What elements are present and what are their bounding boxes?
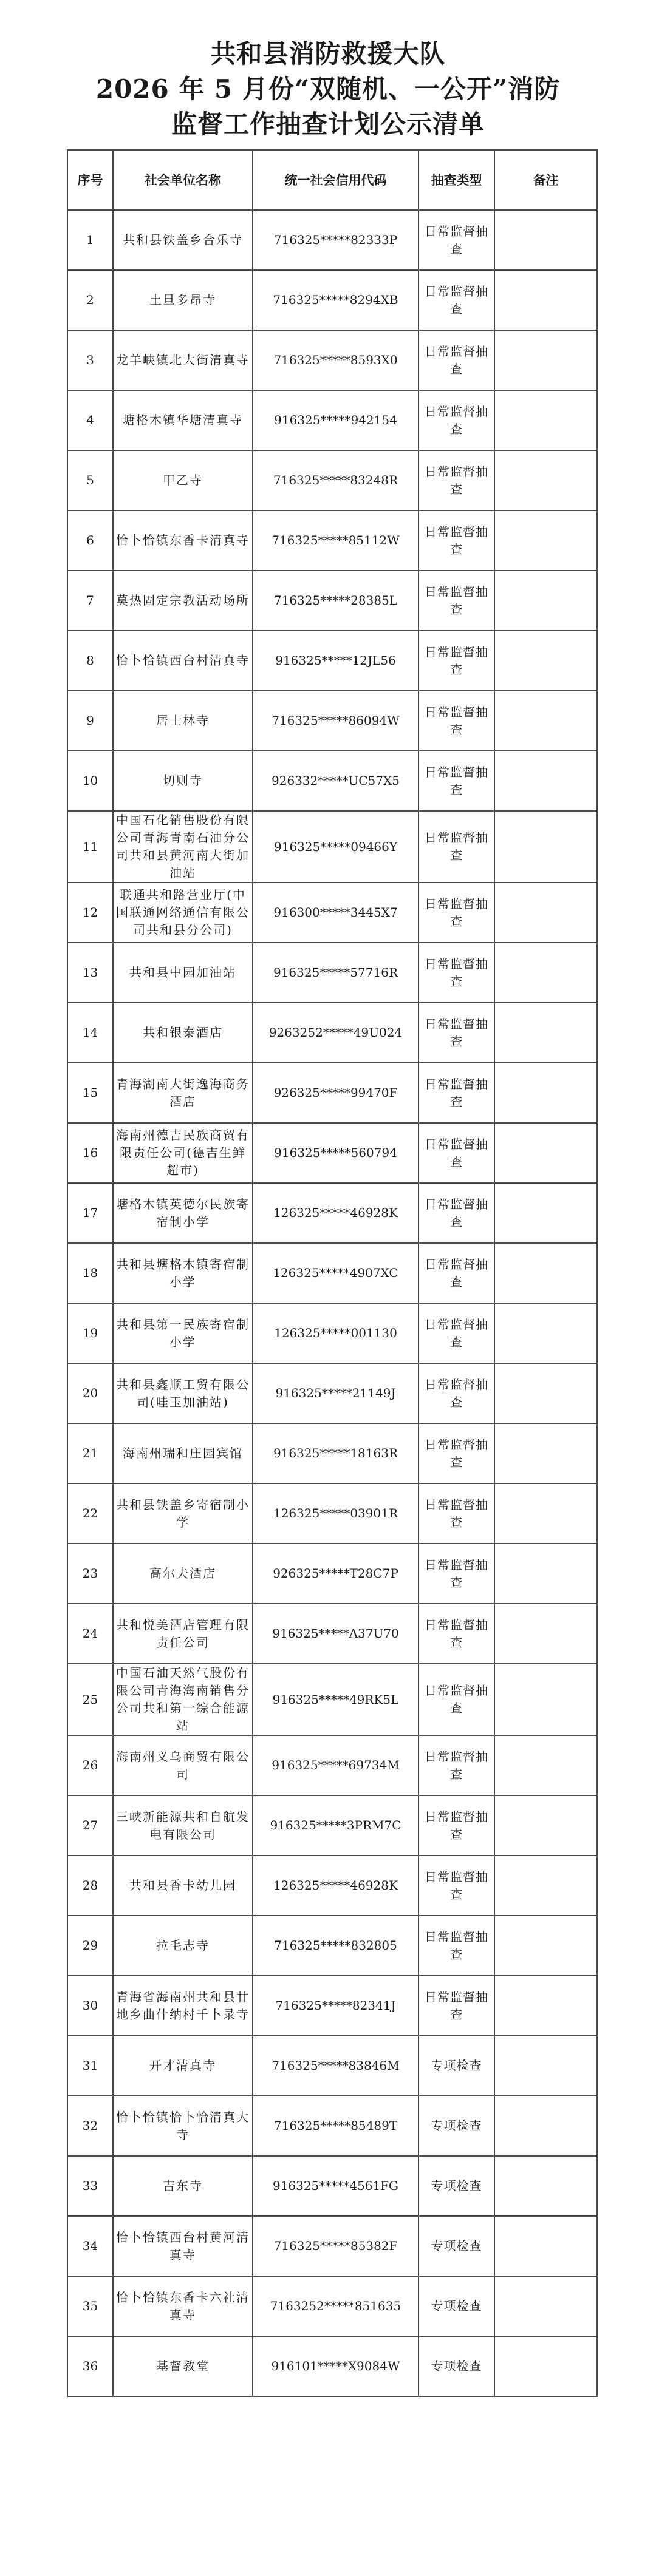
- row-check-type: 日常监督抽查: [419, 1363, 494, 1423]
- table-row: [67, 1664, 597, 1735]
- row-org-name: 共和县中园加油站: [113, 943, 253, 1003]
- row-number: 18: [67, 1243, 113, 1303]
- row-credit-code: 126325*****46928K: [253, 1856, 419, 1916]
- row-credit-code: 926325*****99470F: [253, 1063, 419, 1123]
- row-check-type: 专项检查: [419, 2156, 494, 2216]
- header-org: 社会单位名称: [113, 150, 253, 210]
- row-note: [494, 2096, 597, 2156]
- row-credit-code: 716325*****85112W: [253, 510, 419, 571]
- row-org-name: 塘格木镇华塘清真寺: [113, 390, 253, 450]
- row-note: [494, 751, 597, 811]
- row-number: 23: [67, 1544, 113, 1604]
- row-org-name: 共和县铁盖乡寄宿制小学: [113, 1483, 253, 1544]
- row-number: 22: [67, 1483, 113, 1544]
- row-number: 10: [67, 751, 113, 811]
- table-header-row: [67, 150, 597, 210]
- row-check-type: 日常监督抽查: [419, 1123, 494, 1183]
- table-row: [67, 450, 597, 510]
- table-row: [67, 631, 597, 691]
- row-check-type: 日常监督抽查: [419, 691, 494, 751]
- row-number: 6: [67, 510, 113, 571]
- row-org-name: 共和县铁盖乡合乐寺: [113, 210, 253, 270]
- row-org-name: 青海湖南大街逸海商务酒店: [113, 1063, 253, 1123]
- row-check-type: 日常监督抽查: [419, 883, 494, 943]
- row-org-name: 龙羊峡镇北大街清真寺: [113, 330, 253, 390]
- row-credit-code: 916325*****560794: [253, 1123, 419, 1183]
- row-number: 3: [67, 330, 113, 390]
- table-row: [67, 1183, 597, 1243]
- row-org-name: 共和县香卡幼儿园: [113, 1856, 253, 1916]
- row-number: 4: [67, 390, 113, 450]
- table-row: [67, 1916, 597, 1976]
- row-org-name: 莫热固定宗教活动场所: [113, 571, 253, 631]
- row-note: [494, 1483, 597, 1544]
- row-number: 17: [67, 1183, 113, 1243]
- row-credit-code: 916300*****3445X7: [253, 883, 419, 943]
- row-credit-code: 916325*****A37U70: [253, 1604, 419, 1664]
- row-org-name: 中国石化销售股份有限公司青海青南石油分公司共和县黄河南大街加油站: [113, 811, 253, 883]
- row-credit-code: 916325*****3PRM7C: [253, 1795, 419, 1856]
- title-line-1: 共和县消防救援大队: [210, 39, 446, 69]
- table-row: [67, 2216, 597, 2276]
- row-credit-code: 716325*****8593X0: [253, 330, 419, 390]
- row-note: [494, 1063, 597, 1123]
- document-title: [0, 36, 656, 142]
- header-no: 序号: [67, 150, 113, 210]
- row-note: [494, 2336, 597, 2396]
- row-credit-code: 126325*****46928K: [253, 1183, 419, 1243]
- row-credit-code: 916325*****49RK5L: [253, 1664, 419, 1735]
- row-org-name: 开才清真寺: [113, 2036, 253, 2096]
- table-row: [67, 1604, 597, 1664]
- row-note: [494, 2276, 597, 2336]
- row-org-name: 高尔夫酒店: [113, 1544, 253, 1604]
- row-credit-code: 916325*****4561FG: [253, 2156, 419, 2216]
- row-note: [494, 943, 597, 1003]
- row-credit-code: 916325*****09466Y: [253, 811, 419, 883]
- row-note: [494, 1544, 597, 1604]
- row-note: [494, 571, 597, 631]
- row-credit-code: 716325*****8294XB: [253, 270, 419, 330]
- row-check-type: 日常监督抽查: [419, 270, 494, 330]
- table-row: [67, 751, 597, 811]
- row-check-type: 日常监督抽查: [419, 571, 494, 631]
- row-check-type: 日常监督抽查: [419, 1604, 494, 1664]
- row-note: [494, 1363, 597, 1423]
- row-org-name: 恰卜恰镇东香卡六社清真寺: [113, 2276, 253, 2336]
- row-note: [494, 1976, 597, 2036]
- row-credit-code: 916325*****21149J: [253, 1363, 419, 1423]
- row-credit-code: 9263252*****49U024: [253, 1003, 419, 1063]
- row-number: 31: [67, 2036, 113, 2096]
- table-row: [67, 1795, 597, 1856]
- row-note: [494, 1735, 597, 1795]
- row-note: [494, 1003, 597, 1063]
- row-number: 21: [67, 1423, 113, 1483]
- row-note: [494, 510, 597, 571]
- row-number: 25: [67, 1664, 113, 1735]
- row-credit-code: 126325*****03901R: [253, 1483, 419, 1544]
- row-number: 11: [67, 811, 113, 883]
- row-check-type: 日常监督抽查: [419, 510, 494, 571]
- row-note: [494, 1123, 597, 1183]
- row-note: [494, 1664, 597, 1735]
- row-org-name: 土旦多昂寺: [113, 270, 253, 330]
- row-note: [494, 450, 597, 510]
- row-credit-code: 916325*****12JL56: [253, 631, 419, 691]
- table-row: [67, 390, 597, 450]
- row-check-type: 日常监督抽查: [419, 1063, 494, 1123]
- row-org-name: 共和悦美酒店管理有限责任公司: [113, 1604, 253, 1664]
- row-number: 33: [67, 2156, 113, 2216]
- row-note: [494, 390, 597, 450]
- row-check-type: 日常监督抽查: [419, 330, 494, 390]
- row-check-type: 日常监督抽查: [419, 1303, 494, 1363]
- row-check-type: 日常监督抽查: [419, 631, 494, 691]
- row-number: 26: [67, 1735, 113, 1795]
- row-number: 5: [67, 450, 113, 510]
- table-row: [67, 1544, 597, 1604]
- row-note: [494, 1183, 597, 1243]
- row-check-type: 日常监督抽查: [419, 1735, 494, 1795]
- row-credit-code: 7163252*****851635: [253, 2276, 419, 2336]
- row-check-type: 日常监督抽查: [419, 1856, 494, 1916]
- row-check-type: 专项检查: [419, 2036, 494, 2096]
- row-credit-code: 126325*****4907XC: [253, 1243, 419, 1303]
- table-row: [67, 1976, 597, 2036]
- table-row: [67, 330, 597, 390]
- row-credit-code: 716325*****86094W: [253, 691, 419, 751]
- row-number: 29: [67, 1916, 113, 1976]
- row-credit-code: 716325*****82333P: [253, 210, 419, 270]
- table-row: [67, 210, 597, 270]
- inspection-plan-table: [67, 149, 598, 2397]
- row-credit-code: 126325*****001130: [253, 1303, 419, 1363]
- row-org-name: 海南州义乌商贸有限公司: [113, 1735, 253, 1795]
- table-row: [67, 510, 597, 571]
- row-number: 8: [67, 631, 113, 691]
- row-number: 9: [67, 691, 113, 751]
- row-org-name: 共和县塘格木镇寄宿制小学: [113, 1243, 253, 1303]
- row-number: 1: [67, 210, 113, 270]
- header-type: 抽查类型: [419, 150, 494, 210]
- row-credit-code: 716325*****85382F: [253, 2216, 419, 2276]
- row-check-type: 日常监督抽查: [419, 1976, 494, 2036]
- row-org-name: 居士林寺: [113, 691, 253, 751]
- header-note: 备注: [494, 150, 597, 210]
- row-check-type: 日常监督抽查: [419, 1916, 494, 1976]
- table-row: [67, 2036, 597, 2096]
- row-note: [494, 2156, 597, 2216]
- row-org-name: 共和银泰酒店: [113, 1003, 253, 1063]
- row-org-name: 共和县鑫顺工贸有限公司(哇玉加油站): [113, 1363, 253, 1423]
- row-note: [494, 883, 597, 943]
- row-check-type: 日常监督抽查: [419, 1003, 494, 1063]
- row-number: 15: [67, 1063, 113, 1123]
- row-check-type: 专项检查: [419, 2276, 494, 2336]
- table-row: [67, 1856, 597, 1916]
- row-number: 24: [67, 1604, 113, 1664]
- row-org-name: 中国石油天然气股份有限公司青海海南销售分公司共和第一综合能源站: [113, 1664, 253, 1735]
- row-note: [494, 330, 597, 390]
- row-note: [494, 811, 597, 883]
- row-number: 7: [67, 571, 113, 631]
- row-credit-code: 926325*****T28C7P: [253, 1544, 419, 1604]
- row-check-type: 专项检查: [419, 2216, 494, 2276]
- table-row: [67, 943, 597, 1003]
- row-check-type: 日常监督抽查: [419, 1795, 494, 1856]
- table-row: [67, 883, 597, 943]
- row-number: 32: [67, 2096, 113, 2156]
- table-row: [67, 1423, 597, 1483]
- header-code: 统一社会信用代码: [253, 150, 419, 210]
- row-note: [494, 1243, 597, 1303]
- table-row: [67, 1303, 597, 1363]
- row-number: 16: [67, 1123, 113, 1183]
- row-number: 34: [67, 2216, 113, 2276]
- row-check-type: 日常监督抽查: [419, 1664, 494, 1735]
- row-org-name: 恰卜恰镇西台村黄河清真寺: [113, 2216, 253, 2276]
- row-credit-code: 716325*****832805: [253, 1916, 419, 1976]
- table-row: [67, 2096, 597, 2156]
- row-credit-code: 916325*****18163R: [253, 1423, 419, 1483]
- row-org-name: 联通共和路营业厅(中国联通网络通信有限公司共和县分公司): [113, 883, 253, 943]
- table-row: [67, 1003, 597, 1063]
- row-credit-code: 716325*****85489T: [253, 2096, 419, 2156]
- row-number: 35: [67, 2276, 113, 2336]
- row-credit-code: 916325*****942154: [253, 390, 419, 450]
- row-credit-code: 916325*****57716R: [253, 943, 419, 1003]
- table-row: [67, 811, 597, 883]
- row-org-name: 共和县第一民族寄宿制小学: [113, 1303, 253, 1363]
- row-note: [494, 1423, 597, 1483]
- row-check-type: 日常监督抽查: [419, 390, 494, 450]
- row-org-name: 恰卜恰镇恰卜恰清真大寺: [113, 2096, 253, 2156]
- table-body: [67, 210, 597, 2396]
- row-check-type: 日常监督抽查: [419, 450, 494, 510]
- row-check-type: 日常监督抽查: [419, 811, 494, 883]
- row-org-name: 海南州瑞和庄园宾馆: [113, 1423, 253, 1483]
- table-row: [67, 1063, 597, 1123]
- table-row: [67, 1243, 597, 1303]
- table-row: [67, 691, 597, 751]
- row-check-type: 日常监督抽查: [419, 210, 494, 270]
- table-row: [67, 1363, 597, 1423]
- title-line-2: 2026 年 5 月份“双随机、一公开”消防: [95, 74, 561, 104]
- table-row: [67, 2336, 597, 2396]
- row-check-type: 日常监督抽查: [419, 1544, 494, 1604]
- row-number: 20: [67, 1363, 113, 1423]
- row-note: [494, 2036, 597, 2096]
- row-check-type: 日常监督抽查: [419, 1183, 494, 1243]
- row-number: 14: [67, 1003, 113, 1063]
- row-org-name: 拉毛志寺: [113, 1916, 253, 1976]
- row-note: [494, 1856, 597, 1916]
- row-number: 12: [67, 883, 113, 943]
- row-check-type: 日常监督抽查: [419, 943, 494, 1003]
- row-note: [494, 210, 597, 270]
- row-org-name: 青海省海南州共和县廿地乡曲什纳村千卜录寺: [113, 1976, 253, 2036]
- row-check-type: 日常监督抽查: [419, 751, 494, 811]
- row-org-name: 塘格木镇英德尔民族寄宿制小学: [113, 1183, 253, 1243]
- row-org-name: 切则寺: [113, 751, 253, 811]
- row-credit-code: 926332*****UC57X5: [253, 751, 419, 811]
- row-number: 2: [67, 270, 113, 330]
- row-org-name: 基督教堂: [113, 2336, 253, 2396]
- row-number: 27: [67, 1795, 113, 1856]
- row-credit-code: 716325*****83248R: [253, 450, 419, 510]
- row-note: [494, 2216, 597, 2276]
- row-note: [494, 1795, 597, 1856]
- row-check-type: 日常监督抽查: [419, 1423, 494, 1483]
- row-org-name: 三峡新能源共和自航发电有限公司: [113, 1795, 253, 1856]
- row-number: 30: [67, 1976, 113, 2036]
- row-note: [494, 270, 597, 330]
- row-org-name: 甲乙寺: [113, 450, 253, 510]
- table-row: [67, 2156, 597, 2216]
- row-check-type: 专项检查: [419, 2096, 494, 2156]
- table-row: [67, 1483, 597, 1544]
- row-number: 28: [67, 1856, 113, 1916]
- row-number: 13: [67, 943, 113, 1003]
- row-number: 19: [67, 1303, 113, 1363]
- title-line-3: 监督工作抽查计划公示清单: [171, 109, 485, 139]
- row-org-name: 吉东寺: [113, 2156, 253, 2216]
- row-check-type: 日常监督抽查: [419, 1483, 494, 1544]
- row-credit-code: 716325*****82341J: [253, 1976, 419, 2036]
- row-org-name: 恰卜恰镇东香卡清真寺: [113, 510, 253, 571]
- row-org-name: 恰卜恰镇西台村清真寺: [113, 631, 253, 691]
- row-org-name: 海南州德吉民族商贸有限责任公司(德吉生鲜超市): [113, 1123, 253, 1183]
- row-note: [494, 1303, 597, 1363]
- row-credit-code: 916325*****69734M: [253, 1735, 419, 1795]
- row-credit-code: 916101*****X9084W: [253, 2336, 419, 2396]
- row-check-type: 专项检查: [419, 2336, 494, 2396]
- row-note: [494, 1604, 597, 1664]
- table-row: [67, 2276, 597, 2336]
- row-note: [494, 631, 597, 691]
- table-row: [67, 1123, 597, 1183]
- table-row: [67, 1735, 597, 1795]
- row-number: 36: [67, 2336, 113, 2396]
- row-note: [494, 1916, 597, 1976]
- table-row: [67, 270, 597, 330]
- row-credit-code: 716325*****28385L: [253, 571, 419, 631]
- row-note: [494, 691, 597, 751]
- row-check-type: 日常监督抽查: [419, 1243, 494, 1303]
- row-credit-code: 716325*****83846M: [253, 2036, 419, 2096]
- table-row: [67, 571, 597, 631]
